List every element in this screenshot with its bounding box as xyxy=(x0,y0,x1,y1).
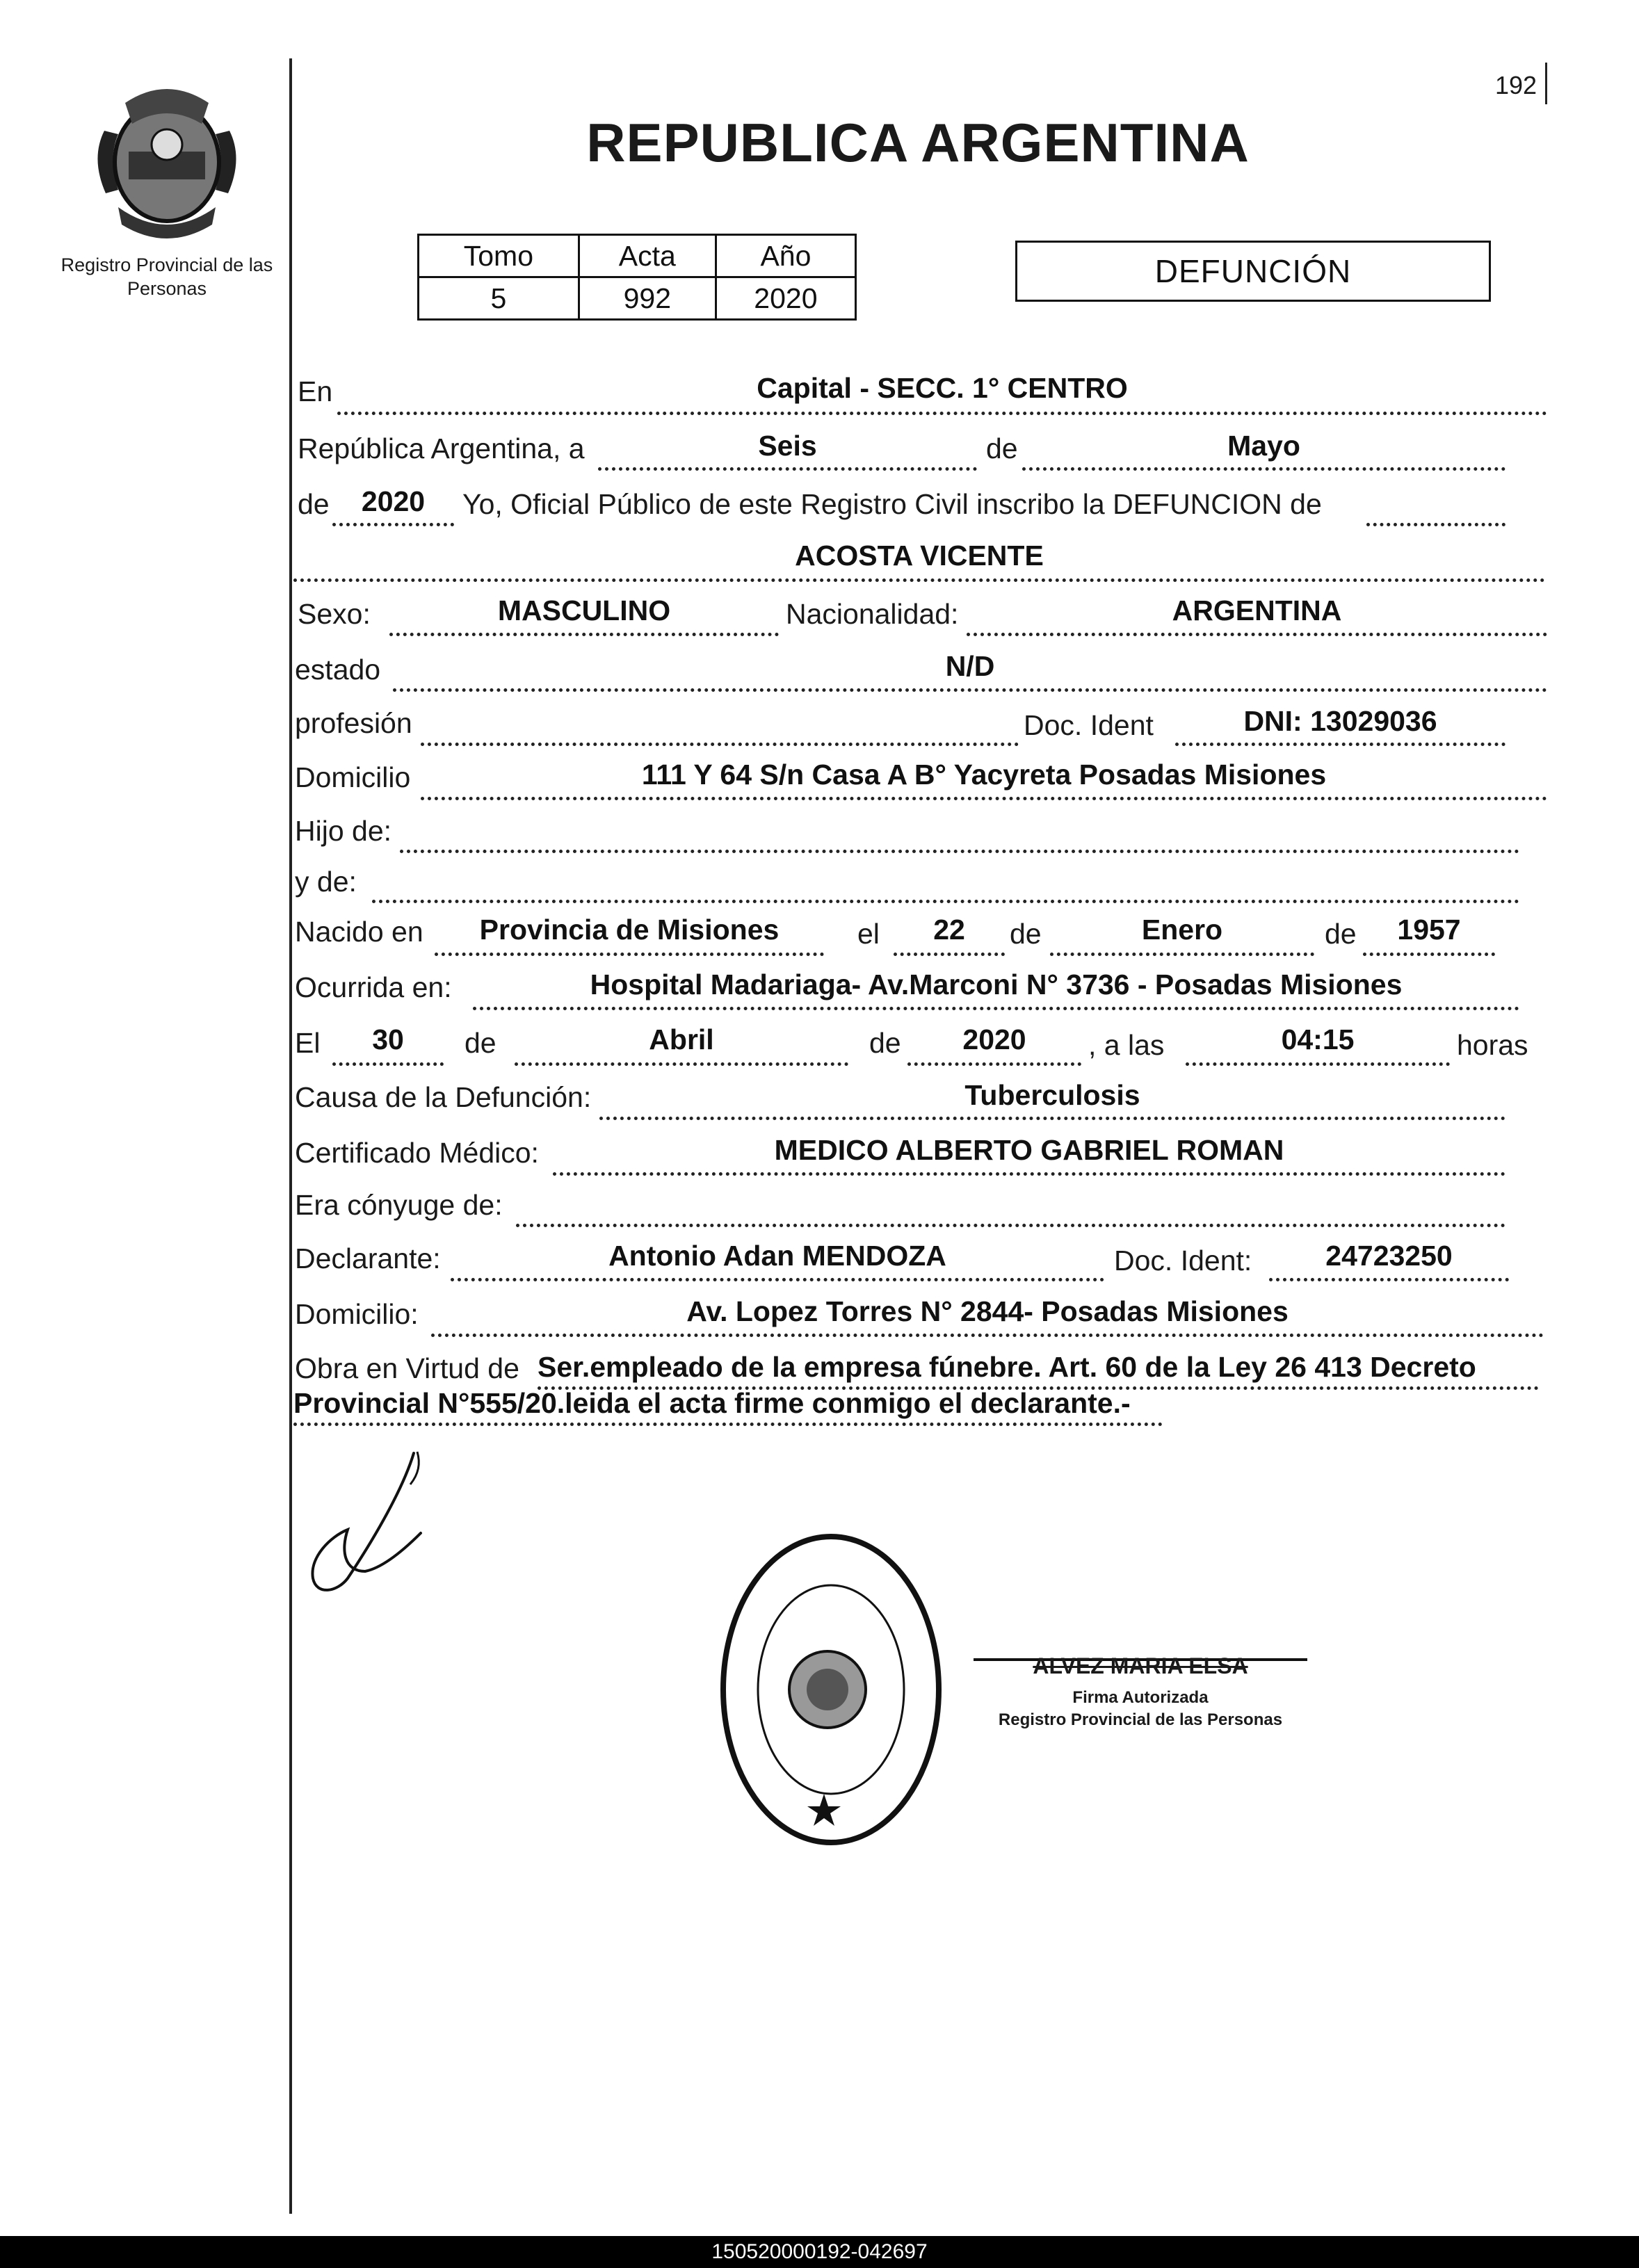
anio-line xyxy=(332,523,454,526)
left-margin-rule xyxy=(289,58,292,2214)
mes-value: Mayo xyxy=(1227,430,1300,462)
alas-label: , a las xyxy=(1088,1029,1165,1061)
causa-label: Causa de la Defunción: xyxy=(295,1081,592,1113)
El-label: El xyxy=(295,1027,321,1059)
yde-label: y de: xyxy=(295,866,357,898)
de-label-6: de xyxy=(869,1027,901,1059)
anio-value: 2020 xyxy=(361,485,426,517)
record-header-acta: Acta xyxy=(579,235,716,277)
dia-line xyxy=(598,467,977,471)
record-value-row xyxy=(419,277,856,320)
doc2-value: 24723250 xyxy=(1325,1240,1453,1272)
def-anio-line xyxy=(907,1062,1081,1066)
obra-line-1: Ser.empleado de la empresa fúnebre. Art. 60 de la Ley 26 413 Decreto xyxy=(538,1351,1476,1383)
record-value-tomo: 5 xyxy=(419,277,579,320)
doc2-label: Doc. Ident: xyxy=(1114,1245,1252,1277)
republica-label: República Argentina, a xyxy=(298,432,585,464)
declarante-signature xyxy=(299,1446,438,1599)
page-number: 192 xyxy=(1495,71,1537,99)
act-type-box: DEFUNCIÓN xyxy=(1015,241,1491,302)
doc-label: Doc. Ident xyxy=(1024,709,1154,741)
certificado-value: MEDICO ALBERTO GABRIEL ROMAN xyxy=(774,1134,1284,1166)
registry-stamp xyxy=(716,1530,946,1849)
dia-value: Seis xyxy=(758,430,817,462)
hijo-label: Hijo de: xyxy=(295,815,392,847)
nacido-line xyxy=(435,953,824,956)
domicilio2-value: Av. Lopez Torres N° 2844- Posadas Misiones xyxy=(686,1295,1289,1327)
de-label-4: de xyxy=(1325,918,1357,950)
sexo-label: Sexo: xyxy=(298,598,371,630)
certificado-line xyxy=(553,1172,1505,1176)
right-corner-rule xyxy=(1545,63,1547,104)
sexo-line xyxy=(389,633,779,636)
sexo-value: MASCULINO xyxy=(497,594,671,626)
de-label-2: de xyxy=(298,488,330,520)
record-header-tomo: Tomo xyxy=(419,235,579,277)
hora-value: 04:15 xyxy=(1281,1023,1355,1055)
doc-value: DNI: 13029036 xyxy=(1243,705,1437,737)
doc-line xyxy=(1175,743,1505,746)
obra-line-2-dots xyxy=(293,1423,1163,1426)
ocurrida-label: Ocurrida en: xyxy=(295,971,452,1003)
estado-value: N/D xyxy=(945,650,995,682)
inscribo-line xyxy=(1366,523,1505,526)
doc2-line xyxy=(1269,1278,1509,1281)
mes-line xyxy=(1022,467,1505,471)
record-table xyxy=(417,234,857,321)
obra-label: Obra en Virtud de xyxy=(295,1352,519,1384)
record-value-anio: 2020 xyxy=(716,277,855,320)
profesion-label: profesión xyxy=(295,707,412,739)
domicilio2-label: Domicilio: xyxy=(295,1298,419,1330)
nac-mes-value: Enero xyxy=(1141,914,1223,946)
province-emblem xyxy=(90,75,243,242)
hijo-line xyxy=(400,850,1519,853)
yde-line xyxy=(372,900,1519,903)
ocurrida-value: Hospital Madariaga- Av.Marconi N° 3736 - Posadas Misiones xyxy=(590,969,1403,1001)
estado-line xyxy=(393,688,1547,692)
declarante-value: Antonio Adan MENDOZA xyxy=(608,1240,946,1272)
signatory-agency: Registro Provincial de las Personas xyxy=(998,1710,1283,1729)
certificado-label: Certificado Médico: xyxy=(295,1137,539,1169)
nacionalidad-label: Nacionalidad: xyxy=(786,598,959,630)
de-label-3: de xyxy=(1010,918,1042,950)
footer-code: 150520000192-042697 xyxy=(0,2236,1639,2268)
en-value: Capital - SECC. 1° CENTRO xyxy=(757,372,1128,404)
de-label-1: de xyxy=(986,432,1018,464)
obra-line-2: Provincial N°555/20.leida el acta firme conmigo el declarante.- xyxy=(293,1387,1131,1419)
signatory-name: ALVEZ MARIA ELSA xyxy=(1033,1653,1248,1678)
en-label: En xyxy=(298,375,333,407)
declarante-line xyxy=(451,1278,1104,1281)
nac-dia-value: 22 xyxy=(933,914,965,946)
estado-label: estado xyxy=(295,654,381,686)
declarante-label: Declarante: xyxy=(295,1242,441,1274)
ocurrida-line xyxy=(473,1007,1519,1010)
nac-dia-line xyxy=(894,953,1005,956)
domicilio2-line xyxy=(431,1334,1544,1337)
nacionalidad-value: ARGENTINA xyxy=(1172,594,1342,626)
def-mes-value: Abril xyxy=(649,1023,714,1055)
nacido-value: Provincia de Misiones xyxy=(479,914,780,946)
def-dia-value: 30 xyxy=(372,1023,404,1055)
page-title: REPUBLICA ARGENTINA xyxy=(586,112,1250,173)
horas-label: horas xyxy=(1457,1029,1528,1061)
profesion-line xyxy=(421,743,1019,746)
inscribo-text: Yo, Oficial Público de este Registro Civil inscribo la DEFUNCION de xyxy=(462,488,1322,520)
nac-anio-value: 1957 xyxy=(1397,914,1461,946)
causa-value: Tuberculosis xyxy=(964,1079,1140,1111)
conyuge-line xyxy=(516,1224,1505,1227)
conyuge-label: Era cónyuge de: xyxy=(295,1189,503,1221)
record-header-anio: Año xyxy=(716,235,855,277)
nacido-label: Nacido en xyxy=(295,916,423,948)
def-mes-line xyxy=(515,1062,848,1066)
nac-anio-line xyxy=(1363,953,1495,956)
en-line xyxy=(337,412,1547,415)
domicilio-value: 111 Y 64 S/n Casa A B° Yacyreta Posadas Misiones xyxy=(641,759,1327,791)
el-label: el xyxy=(857,918,880,950)
agency-name: Registro Provincial de las Personas xyxy=(60,254,273,299)
signatory-role: Firma Autorizada xyxy=(1072,1688,1209,1707)
causa-line xyxy=(599,1117,1505,1120)
nombre-value: ACOSTA VICENTE xyxy=(795,540,1044,572)
nombre-line xyxy=(293,578,1545,582)
domicilio-label: Domicilio xyxy=(295,761,411,793)
def-anio-value: 2020 xyxy=(962,1023,1026,1055)
de-label-5: de xyxy=(465,1027,496,1059)
domicilio-line xyxy=(421,797,1547,800)
nacionalidad-line xyxy=(967,633,1547,636)
record-header-row xyxy=(419,235,856,277)
def-dia-line xyxy=(332,1062,444,1066)
hora-line xyxy=(1186,1062,1450,1066)
nac-mes-line xyxy=(1050,953,1314,956)
record-value-acta: 992 xyxy=(579,277,716,320)
